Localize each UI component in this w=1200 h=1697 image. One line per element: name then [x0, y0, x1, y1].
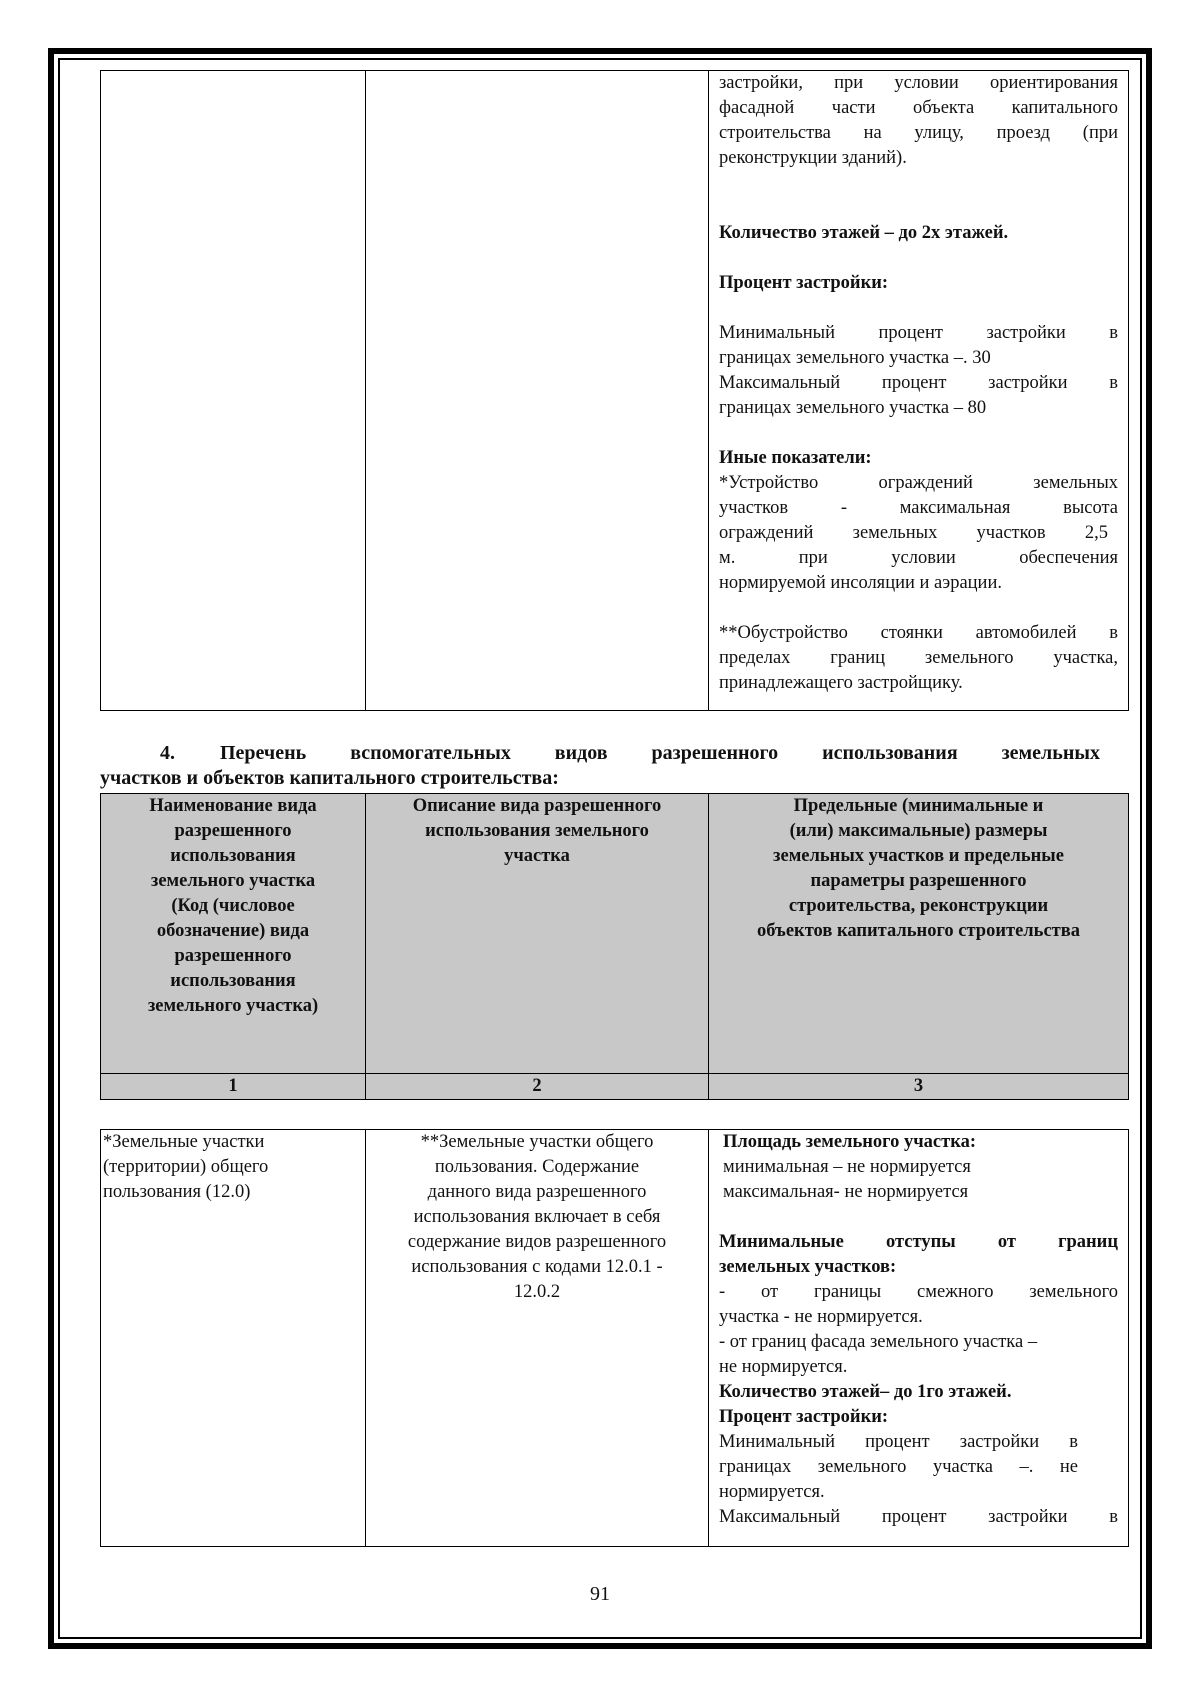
header-table	[100, 793, 1129, 1100]
section-title-line: участков и объектов капитального строительства:	[100, 767, 559, 789]
parking-line: пределах границ земельного участка,	[719, 648, 1118, 668]
cell-empty-2	[366, 71, 709, 711]
min-percent-line: Минимальный процент застройки в	[719, 323, 1118, 343]
column-number-2: 2	[366, 1074, 709, 1100]
percent-title: Процент застройки:	[719, 1407, 889, 1427]
fence-line: ограждений земельных участков 2,5	[719, 523, 1108, 543]
cell-parameters	[709, 71, 1129, 711]
text-line: реконструкции зданий).	[719, 148, 907, 168]
header-col-1: Наименование вида разрешенного использования земельного участка (Код (числовое обозначение) вида разрешенного использования земельного участка)	[101, 794, 366, 1074]
indent-title: Минимальные отступы от границ	[719, 1232, 1118, 1252]
column-number-3: 3	[709, 1074, 1129, 1100]
text-line: застройки, при условии ориентирования	[719, 73, 1118, 93]
floors-text: Количество этажей – до 2х этажей.	[719, 223, 1009, 243]
fence-line: м. при условии обеспечения	[719, 548, 1118, 568]
section-number: 4.	[160, 742, 175, 764]
floors-text: Количество этажей– до 1го этажей.	[719, 1382, 1012, 1402]
text-line: строительства на улицу, проезд (при	[719, 123, 1118, 143]
fence-line: *Устройство ограждений земельных	[719, 473, 1118, 493]
area-title: Площадь земельного участка:	[723, 1132, 977, 1152]
fence-line: нормируемой инсоляции и аэрации.	[719, 573, 1002, 593]
continuation-table	[100, 70, 1129, 711]
other-title: Иные показатели:	[719, 448, 872, 468]
data-table	[100, 1129, 1129, 1547]
text-line: фасадной части объекта капитального	[719, 98, 1118, 118]
header-col-3: Предельные (минимальные и (или) максимальные) размеры земельных участков и предельные параметры разрешенного строительства, реконструкции объектов капитального строительства	[709, 794, 1129, 1074]
min-percent-line: границах земельного участка –. 30	[719, 348, 991, 368]
column-number-1: 1	[101, 1074, 366, 1100]
fence-line: участков - максимальная высота	[719, 498, 1118, 518]
cell-use-description: **Земельные участки общего пользования. Содержание данного вида разрешенного использования включает в себя содержание видов разрешенного использования с кодами 12.0.1 - 12.0.2	[366, 1130, 709, 1547]
section-title-line: Перечень вспомогательных видов разрешенного использования земельных	[220, 742, 1100, 764]
header-col-2: Описание вида разрешенного использования земельного участка	[366, 794, 709, 1074]
section-title	[100, 741, 1100, 791]
cell-use-name: *Земельные участки (территории) общего пользования (12.0)	[101, 1130, 366, 1547]
parking-line: **Обустройство стоянки автомобилей в	[719, 623, 1118, 643]
page-number: 91	[590, 1583, 610, 1605]
max-percent-line: границах земельного участка – 80	[719, 398, 987, 418]
percent-title: Процент застройки:	[719, 273, 889, 293]
cell-empty-1	[101, 71, 366, 711]
max-percent-line: Максимальный процент застройки в	[719, 373, 1118, 393]
parking-line: принадлежащего застройщику.	[719, 673, 963, 693]
cell-use-parameters: Площадь земельного участка: минимальная – не нормируется максимальная- не нормируется Минимальные отступы от границ земельных участков: - от границы смежного земельного участка - не нормируется. - от границ фасада земельного участка – не нормируется. Количество этажей– до 1го этажей. Процент застройки: Минимальный процент застройки в границах земельного участка –. не нормируется. Максимальный процент застройки в	[709, 1130, 1129, 1547]
